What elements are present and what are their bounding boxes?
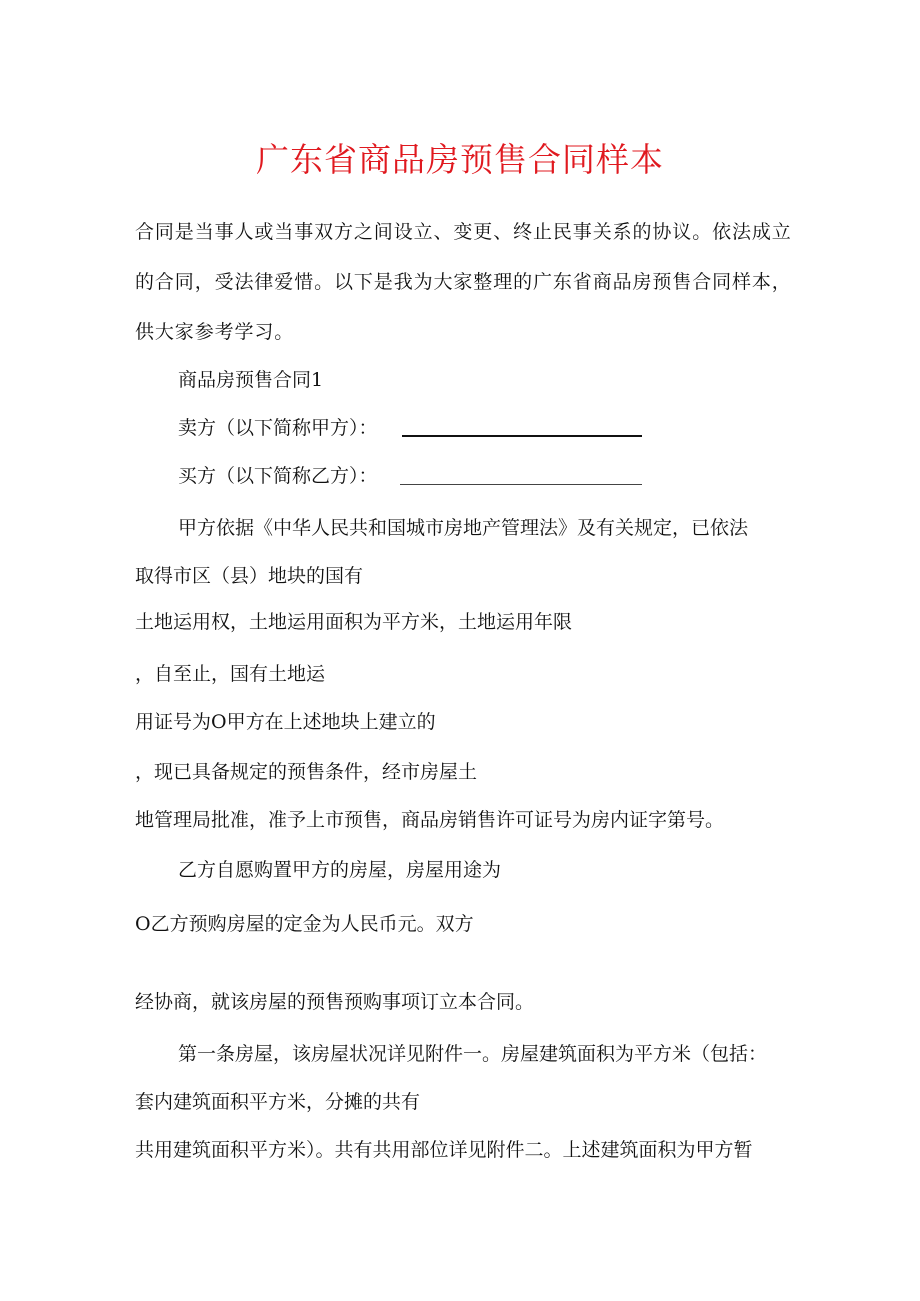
buyer-blank-line xyxy=(400,484,642,485)
seller-row xyxy=(178,414,378,442)
buyer-label: 买方（以下简称乙方）： xyxy=(178,465,378,487)
body-line-1: 甲方依据《中华人民共和国城市房地产管理法》及有关规定，已依法 xyxy=(178,517,749,539)
body-line-3: 土地运用权，土地运用面积为平方米，土地运用年限 xyxy=(135,611,573,633)
body-line-6: ，现已具备规定的预售条件，经市房屋土 xyxy=(135,761,478,783)
body-line-9: O乙方预购房屋的定金为人民币元。双方 xyxy=(135,913,474,935)
body-line-4: ，自至止，国有土地运 xyxy=(135,663,326,685)
body-line-5: 用证号为O甲方在上述地块上建立的 xyxy=(135,711,436,733)
document-title: 广东省商品房预售合同样本 xyxy=(256,140,664,179)
body-line-12: 套内建筑面积平方米，分摊的共有 xyxy=(135,1091,421,1113)
intro-line-3: 供大家参考学习。 xyxy=(135,321,295,343)
intro-line-2: 的合同，受法律爱惜。以下是我为大家整理的广东省商品房预售合同样本， xyxy=(135,271,792,293)
body-line-11: 第一条房屋，该房屋状况详见附件一。房屋建筑面积为平方米（包括： xyxy=(178,1043,768,1065)
buyer-row xyxy=(178,462,378,490)
body-line-2: 取得市区（县）地块的国有 xyxy=(135,565,364,587)
contract-heading: 商品房预售合同1 xyxy=(178,369,324,391)
body-line-7: 地管理局批准，准予上市预售，商品房销售许可证号为房内证字第号。 xyxy=(135,809,725,831)
intro-line-1: 合同是当事人或当事双方之间设立、变更、终止民事关系的协议。依法成立 xyxy=(135,221,792,243)
seller-blank-line xyxy=(402,435,642,437)
body-line-10: 经协商，就该房屋的预售预购事项订立本合同。 xyxy=(135,991,535,1013)
body-line-8: 乙方自愿购置甲方的房屋，房屋用途为 xyxy=(178,859,502,881)
body-line-13: 共用建筑面积平方米）。共有共用部位详见附件二。上述建筑面积为甲方暂 xyxy=(135,1139,753,1161)
seller-label: 卖方（以下简称甲方）： xyxy=(178,417,378,439)
